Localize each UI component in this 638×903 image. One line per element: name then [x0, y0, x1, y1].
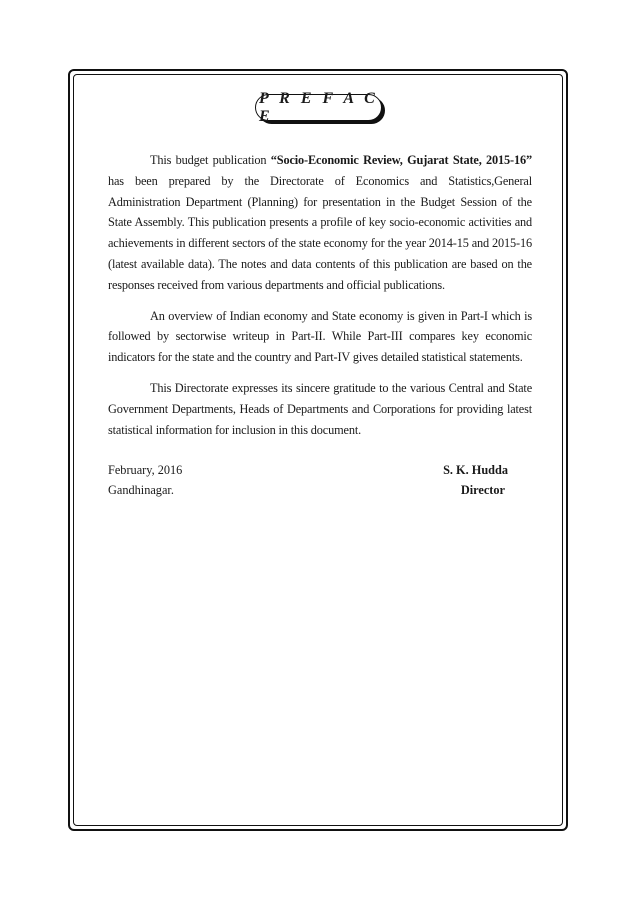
date-text: February, 2016 — [108, 463, 183, 477]
paragraph-intro — [108, 150, 532, 296]
paragraph-intro-rest: has been prepared by the Directorate of Economics and Statistics,General Administration Department (Planning) for presentation in the Budget Session of the State Assembly. This publication presents a profile of key socio-economic activities and achievements in different sectors of the state economy for the year 2014-15 and 2015-16 (latest available data). The notes and data contents of this publication are based on the responses received from various departments and official publications. — [108, 173, 532, 292]
paragraph-overview: An overview of Indian economy and State economy is given in Part-I which is followed by sectorwise writeup in Part-II. While Part-III compares key economic indicators for the state and the country and Part-IV gives detailed statistical statements. — [108, 308, 532, 365]
signatory-name: S. K. Hudda — [443, 463, 508, 477]
paragraph-gratitude: This Directorate expresses its sincere gratitude to the various Central and State Government Departments, Heads of Departments and Corporations for providing latest statistical information for inclusion in this document. — [108, 380, 532, 437]
signatory-designation: Director — [460, 483, 505, 497]
title-banner-box — [255, 89, 382, 125]
place-text: Gandhinagar. — [108, 483, 174, 497]
preface-body — [108, 150, 532, 450]
publication-title: “Socio-Economic Review, Gujarat State, 2015-16” — [270, 153, 532, 167]
paragraph-intro-lead: This budget publication — [150, 153, 271, 167]
page-title: P R E F A C E — [259, 89, 379, 125]
title-banner — [255, 89, 385, 125]
